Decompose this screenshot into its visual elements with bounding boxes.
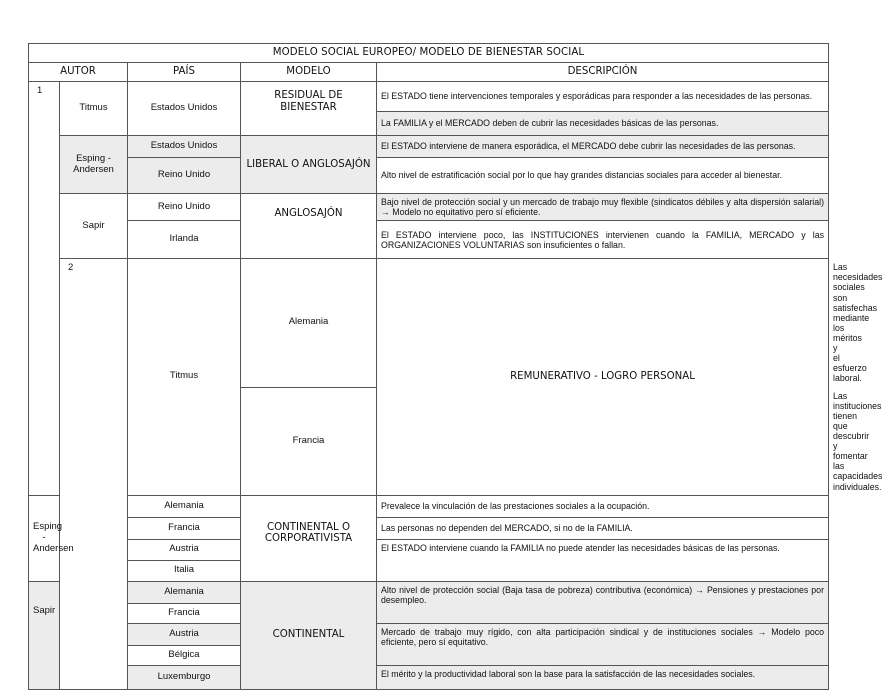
header-descripcion: DESCRIPCIÓN: [377, 63, 829, 82]
model-cell: RESIDUAL DE BIENESTAR: [241, 82, 377, 136]
model-cell: CONTINENTAL O CORPORATIVISTA: [241, 495, 377, 581]
group-number: 1: [29, 82, 60, 496]
description-cell: Alto nivel de protección social (Baja tasa de pobreza) contributiva (económica) → Pensiones y prestaciones por desempleo.: [377, 581, 829, 623]
country-cell: Irlanda: [128, 221, 241, 259]
description-cell: El ESTADO tiene intervenciones temporales y esporádicas para responder a las necesidades de las personas.: [377, 82, 829, 112]
country-cell: Reino Unido: [128, 194, 241, 221]
country-cell: Reino Unido: [128, 158, 241, 194]
description-cell: Las personas no dependen del MERCADO, si no de la FAMILIA.: [377, 517, 829, 539]
model-cell: CONTINENTAL: [241, 581, 377, 689]
description-cell: El mérito y la productividad laboral son la base para la satisfacción de las necesidades sociales.: [377, 665, 829, 689]
description-cell: Alto nivel de estratificación social por lo que hay grandes distancias sociales para acceder al bienestar.: [377, 158, 829, 194]
welfare-models-table: MODELO SOCIAL EUROPEO/ MODELO DE BIENESTAR SOCIAL AUTOR PAÍS MODELO DESCRIPCIÓN 1 Titmus Estados Unidos RESIDUAL DE BIENESTAR El ESTADO tiene intervenciones temporales y esporádicas para responder a las necesidades de las personas. La FAMILIA y el MERCADO deben de cubrir las necesidades básicas de las personas. Esping - Andersen Estados Unidos LIBERAL O ANGLOSAJÓN El ESTADO interviene de manera esporádica, el MERCADO debe cubrir las necesidades de las personas. Reino Unido Alto nivel de estratificación social por lo que hay grandes distancias sociales para acceder al bienestar. Sapir Reino Unido ANGLOSAJÓN Bajo nivel de protección social y un mercado de trabajo muy flexible (sindicatos débiles y alta dispersión salarial) → Modelo no equitativo pero sí eficiente. Irlanda El ESTADO interviene poco, las INSTITUCIONES intervienen cuando la FAMILIA, MERCADO y las ORGANIZACIONES VOLUNTARIAS son insuficientes o fallan. 2 Titmus Alemania REMUNERATIVO - LOGRO PERSONAL Las necesidades sociales son satisfechas mediante los méritos y el esfuerzo laboral. Francia Las instituciones tienen que descubrir y fomentar las capacidades individuales. Esping - Andersen Alemania CONTINENTAL O CORPORATIVISTA Prevalece la vinculación de las prestaciones sociales a la ocupación. Francia Las personas no dependen del MERCADO, si no de la FAMILIA. Austria El ESTADO interviene cuando la FAMILIA no puede atender las necesidades básicas de las personas. Italia Sapir Alemania CONTINENTAL Alto nivel de protección social (Baja tasa de pobreza) contributiva (económica) → Pensiones y prestaciones por desempleo. Francia Austria Mercado de trabajo muy rígido, con alta participación sindical y de instituciones sociales → Modelo poco eficiente, pero sí equitativo. Bélgica Luxemburgo El mérito y la productividad laboral son la base para la satisfacción de las necesidades sociales.: [28, 43, 829, 690]
country-cell: Alemania: [241, 259, 377, 387]
country-cell: Francia: [128, 517, 241, 539]
header-autor: AUTOR: [29, 63, 128, 82]
description-cell: Bajo nivel de protección social y un mercado de trabajo muy flexible (sindicatos débiles y alta dispersión salarial) → Modelo no equitativo pero sí eficiente.: [377, 194, 829, 221]
description-cell: El ESTADO interviene de manera esporádica, el MERCADO debe cubrir las necesidades de las personas.: [377, 136, 829, 158]
description-cell: La FAMILIA y el MERCADO deben de cubrir las necesidades básicas de las personas.: [377, 112, 829, 136]
country-cell: Italia: [128, 560, 241, 581]
author-cell: Titmus: [128, 259, 241, 495]
country-cell: Austria: [128, 623, 241, 645]
description-cell: Prevalece la vinculación de las prestaciones sociales a la ocupación.: [377, 495, 829, 517]
country-cell: Estados Unidos: [128, 136, 241, 158]
header-pais: PAÍS: [128, 63, 241, 82]
author-cell: Titmus: [60, 82, 128, 136]
country-cell: Bélgica: [128, 645, 241, 665]
author-cell: Esping - Andersen: [29, 495, 60, 581]
author-cell: Sapir: [29, 581, 60, 689]
country-cell: Luxemburgo: [128, 665, 241, 689]
model-cell: REMUNERATIVO - LOGRO PERSONAL: [377, 259, 829, 495]
description-cell: Mercado de trabajo muy rígido, con alta participación sindical y de instituciones sociales → Modelo poco eficiente, pero sí equitativo.: [377, 623, 829, 665]
author-cell: Esping - Andersen: [60, 136, 128, 194]
group-number: 2: [60, 259, 128, 689]
model-cell: ANGLOSAJÓN: [241, 194, 377, 259]
table-title: MODELO SOCIAL EUROPEO/ MODELO DE BIENESTAR SOCIAL: [29, 44, 829, 63]
header-modelo: MODELO: [241, 63, 377, 82]
country-cell: Francia: [128, 603, 241, 623]
description-cell: El ESTADO interviene poco, las INSTITUCIONES intervienen cuando la FAMILIA, MERCADO y las ORGANIZACIONES VOLUNTARIAS son insuficientes o fallan.: [377, 221, 829, 259]
author-cell: Sapir: [60, 194, 128, 259]
country-cell: Alemania: [128, 495, 241, 517]
model-cell: LIBERAL O ANGLOSAJÓN: [241, 136, 377, 194]
country-cell: Francia: [241, 387, 377, 495]
description-cell: El ESTADO interviene cuando la FAMILIA no puede atender las necesidades básicas de las personas.: [377, 539, 829, 581]
country-cell: Alemania: [128, 581, 241, 603]
country-cell: Estados Unidos: [128, 82, 241, 136]
country-cell: Austria: [128, 539, 241, 560]
